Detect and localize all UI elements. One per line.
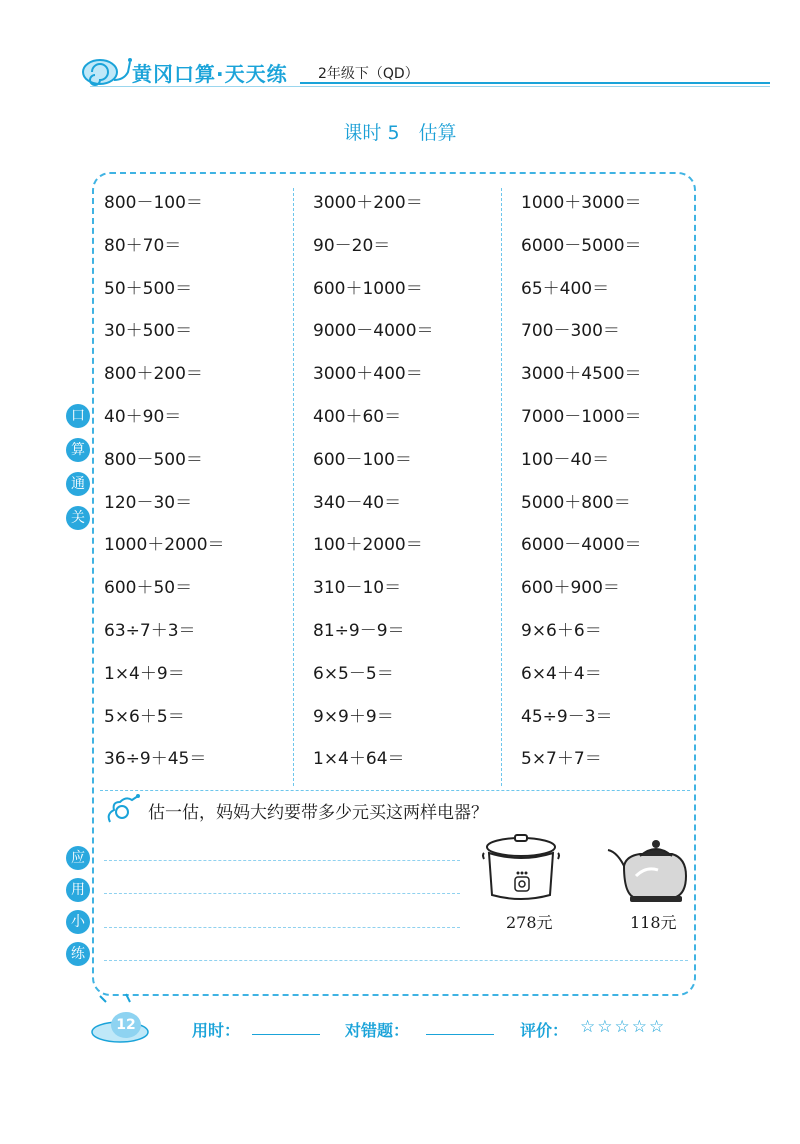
errors-blank[interactable] bbox=[426, 1034, 494, 1035]
header-divider bbox=[300, 82, 770, 84]
exercise-item: 100＋2000＝ bbox=[313, 535, 423, 556]
exercise-item: 3000＋400＝ bbox=[313, 364, 423, 385]
errors-label: 对错题： bbox=[345, 1021, 410, 1040]
gourd-icon bbox=[104, 792, 144, 826]
exercise-item: 80＋70＝ bbox=[104, 235, 182, 256]
exercise-item: 81÷9－9＝ bbox=[313, 621, 405, 641]
exercise-item: 600－100＝ bbox=[313, 449, 412, 470]
exercise-item: 700－300＝ bbox=[521, 321, 620, 342]
time-blank[interactable] bbox=[252, 1034, 320, 1035]
rating-stars[interactable]: ☆☆☆☆☆ bbox=[580, 1017, 667, 1037]
exercise-item: 1000＋2000＝ bbox=[104, 535, 225, 556]
answer-line[interactable] bbox=[104, 927, 460, 928]
exercise-item: 36÷9＋45＝ bbox=[104, 749, 207, 770]
side-label-kou: 口 bbox=[66, 404, 90, 428]
exercise-item: 800－500＝ bbox=[104, 449, 203, 470]
answer-line[interactable] bbox=[104, 960, 688, 961]
exercise-item: 400＋60＝ bbox=[313, 407, 402, 427]
snail-logo-icon bbox=[78, 52, 132, 86]
kettle-icon bbox=[606, 836, 692, 904]
exercise-item: 45÷9－3＝ bbox=[521, 706, 613, 727]
exercise-item: 9000－4000＝ bbox=[313, 321, 434, 342]
exercise-item: 1×4＋9＝ bbox=[104, 663, 185, 684]
exercise-item: 6×5－5＝ bbox=[313, 663, 394, 684]
lesson-title: 课时 5 估算 bbox=[343, 122, 457, 144]
section-divider bbox=[100, 790, 690, 791]
rice-cooker-price: 278元 bbox=[506, 913, 553, 932]
rice-cooker-icon bbox=[480, 833, 562, 905]
exercise-item: 600＋1000＝ bbox=[313, 278, 423, 299]
exercise-item: 3000＋4500＝ bbox=[521, 364, 642, 385]
exercise-item: 9×9＋9＝ bbox=[313, 706, 394, 727]
page-number: 12 bbox=[111, 1012, 141, 1038]
header-divider-thin bbox=[90, 86, 770, 87]
exercise-item: 800－100＝ bbox=[104, 193, 203, 213]
exercise-item: 5×6＋5＝ bbox=[104, 706, 185, 727]
side-label-ying: 应 bbox=[66, 846, 90, 870]
question-text: 估一估，妈妈大约要带多少元买这两样电器？ bbox=[148, 803, 488, 823]
exercise-item: 6000－4000＝ bbox=[521, 535, 642, 556]
exercise-item: 1000＋3000＝ bbox=[521, 193, 642, 213]
exercise-item: 120－30＝ bbox=[104, 492, 193, 513]
side-label-suan: 算 bbox=[66, 438, 90, 462]
brand-title: 黄冈口算·天天练 bbox=[132, 62, 288, 86]
exercise-item: 6000－5000＝ bbox=[521, 235, 642, 256]
time-label: 用时： bbox=[192, 1021, 241, 1040]
exercise-item: 1×4＋64＝ bbox=[313, 749, 405, 770]
exercise-item: 310－10＝ bbox=[313, 578, 402, 599]
exercise-item: 5000＋800＝ bbox=[521, 492, 631, 513]
answer-line[interactable] bbox=[104, 893, 460, 894]
exercise-item: 800＋200＝ bbox=[104, 364, 203, 385]
exercise-item: 90－20＝ bbox=[313, 235, 391, 256]
rating-label: 评价： bbox=[520, 1021, 569, 1040]
side-label-guan: 关 bbox=[66, 506, 90, 530]
kettle-price: 118元 bbox=[630, 913, 677, 932]
side-label-lian: 练 bbox=[66, 942, 90, 966]
exercise-item: 6×4＋4＝ bbox=[521, 663, 602, 684]
side-label-yong: 用 bbox=[66, 878, 90, 902]
exercise-item: 7000－1000＝ bbox=[521, 407, 642, 427]
exercise-item: 340－40＝ bbox=[313, 492, 402, 513]
exercise-item: 30＋500＝ bbox=[104, 321, 193, 342]
exercise-item: 40＋90＝ bbox=[104, 407, 182, 427]
answer-line[interactable] bbox=[104, 860, 460, 861]
grade-label: 2年级下（QD） bbox=[318, 66, 419, 82]
exercise-item: 3000＋200＝ bbox=[313, 193, 423, 213]
side-label-xiao: 小 bbox=[66, 910, 90, 934]
exercise-item: 50＋500＝ bbox=[104, 278, 193, 299]
column-divider bbox=[501, 188, 502, 786]
exercise-item: 100－40＝ bbox=[521, 449, 610, 470]
column-divider bbox=[293, 188, 294, 786]
side-label-tong: 通 bbox=[66, 472, 90, 496]
exercise-item: 9×6＋6＝ bbox=[521, 621, 602, 641]
exercise-item: 600＋900＝ bbox=[521, 578, 620, 599]
exercise-item: 600＋50＝ bbox=[104, 578, 193, 599]
exercise-item: 63÷7＋3＝ bbox=[104, 621, 196, 641]
exercise-item: 65＋400＝ bbox=[521, 278, 610, 299]
exercise-item: 5×7＋7＝ bbox=[521, 749, 602, 770]
